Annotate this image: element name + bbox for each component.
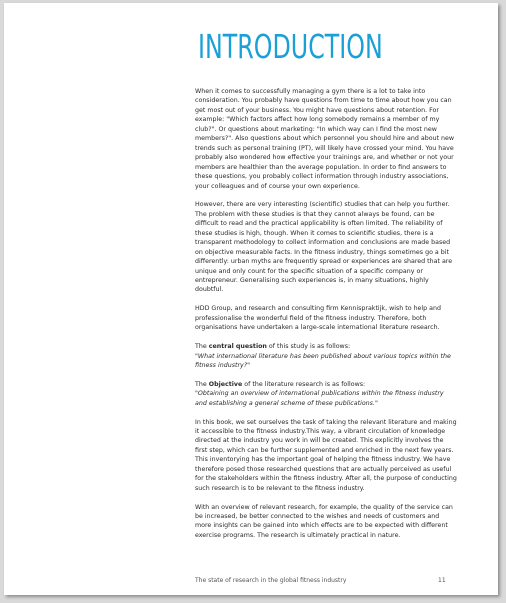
objective-label xyxy=(195,380,457,389)
objective-suffix: of the literature research is as follows: xyxy=(242,380,366,388)
central-question-suffix: of this study is as follows: xyxy=(266,343,351,351)
body-text xyxy=(195,87,457,550)
page-title: INTRODUCTION xyxy=(198,27,383,66)
objective-prefix: The xyxy=(195,380,209,388)
central-question-label xyxy=(195,342,457,351)
paragraph-organisations: HDD Group, and research and consulting firm Kennispraktijk, wish to help and professionalise the wonderful field of the fitness industry. Therefore, both organisations have undertaken a large-scale international literature research. xyxy=(195,305,442,332)
paragraph-this-book: In this book, we set ourselves the task of taking the relevant literature and making it accessible to the fitness industry.This way, a vibrant circulation of knowledge directed at the industry you work in will be created. This explicitly involves the first step, which can be further supplemented and enriched in the next few years. This inventorying has the important goal of helping the fitness industry. We have therefore posed those researched questions that are actually perceived as useful for the stakeholders within the fitness industry. After all, the purpose of conducting such research is to be relevant to the fitness industry. xyxy=(195,418,457,492)
central-question-text: "What international literature has been published about various topics within the fitness industry?" xyxy=(195,352,451,369)
central-question-bold: central question xyxy=(208,343,267,351)
paragraph-overview: With an overview of relevant research, for example, the quality of the service can be increased, be better connected to the wishes and needs of customers and more insights can be gained into which effects are to be expected with different exercise programs. The research is ultimately practical in nature. xyxy=(195,503,453,539)
paragraph-intro: When it comes to successfully managing a gym there is a lot to take into consideration. You probably have questions from time to time about how you can get most out of your business. You might have questions about retention. For example: "Which factors affect how long somebody remains a member of my club?". Or questions about marketing: "In which way can I find the most new members?". Also questions about which personnel you should hire and about new trends such as personal training (PT), will likely have crossed your mind. You have probably also wondered how effective your trainings are, and whether or not your members are healthier than the average population. In order to find answers to these questions, you probably collect information through industry associations, your colleagues and of course your own experience. xyxy=(195,88,455,190)
document-page xyxy=(4,3,498,595)
paragraph-studies: However, there are very interesting (scientific) studies that can help you further. The problem with these studies is that they cannot always be found, can be difficult to read and the practical applicability is often limited. The reliability of these studies is high, though. When it comes to scientific studies, there is a transparent methodology to collect information and conclusions are made based on objective measurable facts. In the fitness industry, things sometimes go a bit differently: urban myths are frequently spread or experiences are shared that are unique and only count for the specific situation of a specific company or entrepreneur. Generalising such experiences is, in many situations, highly doubtful. xyxy=(195,201,453,294)
page-number: 11 xyxy=(438,577,446,584)
running-footer-title: The state of research in the global fitness industry xyxy=(195,577,347,584)
central-question-quote xyxy=(195,352,457,371)
central-question-prefix: The xyxy=(195,343,209,351)
objective-text: "Obtaining an overview of international publications within the fitness industry and establishing a general scheme of these publications." xyxy=(195,390,444,407)
objective-bold: Objective xyxy=(208,380,243,388)
objective-quote xyxy=(195,389,457,408)
